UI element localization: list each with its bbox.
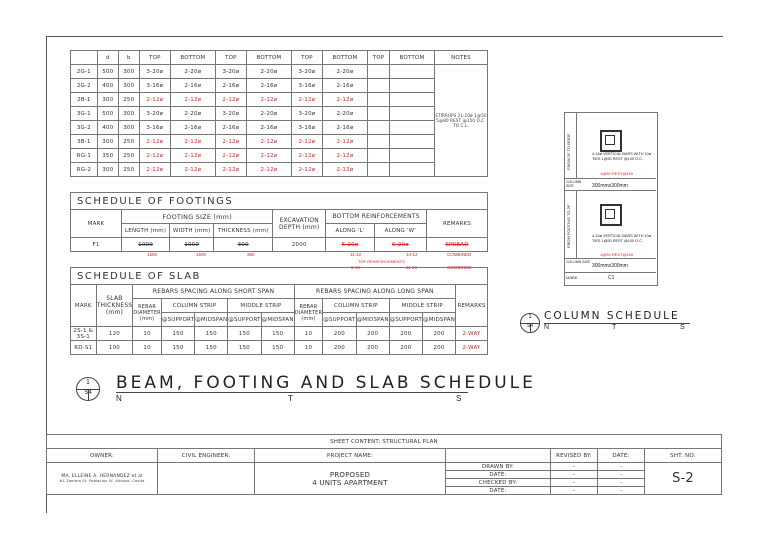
sheet-number: S-2 (645, 463, 722, 495)
rebar-dia: 10 (294, 327, 323, 341)
beam-cell: 3-16ø (291, 79, 322, 93)
rebar-dia-header-short: REBAR DIAMETER (mm) (133, 299, 162, 327)
beam-cell (368, 79, 390, 93)
row1-label: FROM 2F TO ROOF (566, 133, 571, 170)
beam-cell: 300 (97, 163, 118, 177)
table-row (71, 79, 488, 93)
dash: - (598, 487, 645, 495)
dash: - (598, 479, 645, 487)
slab-schedule-title: SCHEDULE OF SLAB (77, 270, 201, 282)
slab-remarks: 2-WAY (456, 341, 488, 355)
spacing-value: 200 (323, 327, 356, 341)
short-span-header: REBARS SPACING ALONG SHORT SPAN (133, 285, 294, 299)
column-size-2: 300mmx300mm (592, 263, 628, 269)
support-header: @SUPPORT (161, 313, 194, 327)
beam-cell (389, 149, 434, 163)
beam-cell: 250 (118, 135, 139, 149)
beam-cell: 2-12ø (246, 93, 291, 107)
beam-cell: 2-12ø (139, 163, 170, 177)
beam-cell: 300 (118, 107, 139, 121)
beam-cell (389, 65, 434, 79)
reinf-along-l: 6-20ø (326, 238, 374, 252)
footing-mark-header: MARK (71, 210, 122, 238)
beam-cell: 300 (118, 65, 139, 79)
spacing-value: 150 (161, 327, 194, 341)
project-label: PROJECT NAME: (255, 449, 446, 463)
midspan-header: @MIDSPAN (423, 313, 456, 327)
detail-number: 1 (528, 314, 532, 320)
beam-cell: 300 (97, 135, 118, 149)
beam-cell: 250 (118, 163, 139, 177)
beam-cell: 2-12ø (291, 149, 322, 163)
length-header: LENGTH (mm) (122, 224, 170, 238)
column-strip-header-long: COLUMN STRIP (323, 299, 389, 313)
divider (564, 190, 656, 191)
column-size-1: 300mmx300mm (592, 183, 628, 189)
beam-cell (368, 93, 390, 107)
beam-cell: 2-12ø (139, 135, 170, 149)
slab-remarks-header: REMARKS (456, 285, 488, 327)
title-underline (116, 392, 468, 393)
spacing-value: 150 (261, 327, 294, 341)
support-header: @SUPPORT (323, 313, 356, 327)
revised-label: REVISED BY: (551, 449, 598, 463)
date-field: DATE: (446, 487, 551, 495)
spacing-value: 150 (261, 341, 294, 355)
beam-cell: 2-12ø (246, 163, 291, 177)
spacing-value: 200 (323, 341, 356, 355)
spacing-value: 200 (389, 341, 422, 355)
spacing-value: 200 (356, 341, 389, 355)
beam-cell: 2-16ø (215, 121, 246, 135)
beam-cell (389, 163, 434, 177)
beam-cell: 3-20ø (291, 65, 322, 79)
detail-sheet: S4 (84, 390, 92, 396)
beam-cell: 2-16ø (170, 79, 215, 93)
beam-header-cell: BOTTOM (322, 51, 367, 65)
beam-cell (368, 163, 390, 177)
dash: - (551, 479, 598, 487)
spacing-value: 150 (161, 341, 194, 355)
beam-header-cell: TOP (368, 51, 390, 65)
midspan-header: @MIDSPAN (261, 313, 294, 327)
middle-strip-header-short: MIDDLE STRIP (228, 299, 294, 313)
beam-header-cell: TOP (215, 51, 246, 65)
table-row (71, 93, 488, 107)
date-field: DATE: (446, 471, 551, 479)
beam-cell: 3-20ø (139, 107, 170, 121)
top-reinf-l: 9-16 (351, 265, 361, 270)
revised-remarks: COMBINED (447, 252, 472, 257)
footing-mark: F1 (71, 238, 122, 252)
slab-thickness: 120 (96, 327, 133, 341)
along-w-header: ALONG 'W' (374, 224, 426, 238)
dash: - (598, 471, 645, 479)
nts-t: T (288, 394, 293, 403)
column-note-1: 4-16ø VERTICAL BARS WITH 10ø TIES 1@50 REST @100 O.C. (592, 152, 652, 161)
beam-cell: 2-12ø (215, 149, 246, 163)
project-line2: 4 UNITS APARTMENT (312, 478, 388, 487)
beam-cell: 2-16ø (170, 121, 215, 135)
column-section-icon (600, 130, 622, 152)
beam-cell (368, 65, 390, 79)
beam-cell: 3-20ø (215, 107, 246, 121)
support-header: @SUPPORT (389, 313, 422, 327)
beam-cell: 2-12ø (139, 149, 170, 163)
nts-n: N (544, 324, 550, 331)
beam-cell (389, 79, 434, 93)
dash: - (598, 463, 645, 471)
column-strip-header-short: COLUMN STRIP (161, 299, 227, 313)
beam-cell: 2-12ø (291, 93, 322, 107)
beam-cell: 2-12ø (170, 163, 215, 177)
beam-mark: 2G-2 (71, 79, 98, 93)
title-block (46, 434, 722, 495)
row2-label: FROM FOOTING TO 2F (566, 204, 571, 248)
support-header: @SUPPORT (228, 313, 261, 327)
beam-cell (389, 107, 434, 121)
size-label: COLUMN SIZE (566, 260, 590, 264)
revised-thickness: 350 (247, 252, 255, 257)
divider (564, 258, 656, 259)
column-red-note-1: 1@50 REST@100 (600, 171, 634, 176)
spacing-value: 200 (423, 341, 456, 355)
beam-cell: 2-20ø (322, 107, 367, 121)
beam-cell: 2-16ø (322, 79, 367, 93)
beam-cell: 2-16ø (246, 121, 291, 135)
checked-by: CHECKED BY: (446, 479, 551, 487)
table-row (71, 163, 488, 177)
rebar-dia: 10 (294, 341, 323, 355)
long-span-header: REBARS SPACING ALONG LONG SPAN (294, 285, 455, 299)
beam-cell: 2-20ø (170, 65, 215, 79)
footing-remarks: SPREAD (427, 238, 488, 252)
beam-mark: 3B-1 (71, 135, 98, 149)
beam-header-cell: NOTES (435, 51, 488, 65)
rebar-dia-header-long: REBAR DIAMETER (mm) (294, 299, 323, 327)
beam-cell (389, 135, 434, 149)
beam-cell: 2-12ø (215, 135, 246, 149)
owner-label: OWNER: (47, 449, 158, 463)
middle-strip-header-long: MIDDLE STRIP (389, 299, 455, 313)
nts-n: N (116, 394, 122, 403)
beam-cell: 2-20ø (170, 107, 215, 121)
along-l-header: ALONG 'L' (326, 224, 374, 238)
beam-cell: 2-16ø (215, 79, 246, 93)
spacing-value: 150 (228, 327, 261, 341)
midspan-header: @MIDSPAN (356, 313, 389, 327)
beam-cell: 2-12ø (322, 149, 367, 163)
revised-along-l: 11-12 (350, 252, 362, 257)
beam-cell: 400 (97, 79, 118, 93)
spacing-value: 150 (195, 327, 228, 341)
detail-marker (76, 377, 100, 401)
beam-header-cell: TOP (139, 51, 170, 65)
beam-mark: 3G-2 (71, 121, 98, 135)
beam-cell: 2-12ø (170, 135, 215, 149)
beam-cell: 2-12ø (291, 163, 322, 177)
width-header: WIDTH (mm) (170, 224, 214, 238)
nts-s: S (680, 324, 685, 331)
revised-width: 1500 (196, 252, 207, 257)
revised-along-w: 14-12 (406, 252, 418, 257)
dash: - (551, 463, 598, 471)
rebar-dia: 10 (133, 327, 162, 341)
top-reinf-note: TOP REINFORCEMENTS (358, 259, 405, 264)
beam-cell: 250 (118, 149, 139, 163)
footing-size-header: FOOTING SIZE (mm) (122, 210, 273, 224)
table-row (71, 107, 488, 121)
beam-cell: 500 (97, 65, 118, 79)
excavation-header: EXCAVATION DEPTH (mm) (273, 210, 326, 238)
table-row (71, 135, 488, 149)
beam-header-cell: d (97, 51, 118, 65)
beam-cell: 350 (97, 149, 118, 163)
beam-cell: 2-12ø (322, 163, 367, 177)
beam-cell: 300 (118, 79, 139, 93)
slab-mark-header: MARK (71, 285, 97, 327)
beam-cell: 400 (97, 121, 118, 135)
beam-cell: 2-16ø (322, 121, 367, 135)
top-reinf-w: 11-16 (406, 265, 418, 270)
beam-cell: 3-16ø (139, 121, 170, 135)
owner-address: #1 Zamora St. Poblacion IV, Alfonso, Cavite (59, 478, 145, 483)
title-underline (544, 323, 690, 324)
table-row (71, 121, 488, 135)
beam-header-cell: TOP (291, 51, 322, 65)
beam-cell: 3-20ø (215, 65, 246, 79)
beam-mark: RG-1 (71, 149, 98, 163)
beam-cell (368, 149, 390, 163)
page-title: BEAM, FOOTING AND SLAB SCHEDULE (116, 373, 536, 393)
spacing-value: 150 (228, 341, 261, 355)
spacing-value: 200 (389, 327, 422, 341)
beam-cell: 2-20ø (246, 107, 291, 121)
beam-cell: 2-12ø (215, 93, 246, 107)
beam-cell: 2-12ø (322, 135, 367, 149)
beam-cell (368, 121, 390, 135)
reinf-along-w: 6-20ø (374, 238, 426, 252)
beam-cell: 2-12ø (246, 135, 291, 149)
beam-cell (368, 135, 390, 149)
beam-cell: 300 (118, 121, 139, 135)
beam-header-cell: BOTTOM (170, 51, 215, 65)
beam-cell: 2-16ø (246, 79, 291, 93)
engineer-label: CIVIL ENGINEER: (158, 449, 255, 463)
column-section-icon (600, 204, 622, 226)
revised-length: 1500 (147, 252, 158, 257)
beam-cell (389, 93, 434, 107)
beam-header-cell (71, 51, 98, 65)
table-row (71, 149, 488, 163)
divider (564, 178, 656, 179)
stirrup-note: STIRRUPS 2L-10ø 1@50 5@80 REST @150 O.C. TO C.L. (435, 65, 488, 177)
dash: - (551, 471, 598, 479)
slab-remarks: 2-WAY (456, 327, 488, 341)
beam-header-cell: BOTTOM (246, 51, 291, 65)
column-note-2: 4-16ø VERTICAL BARS WITH 10ø TIES 1@50 REST @100 O.C. (592, 234, 652, 243)
slab-schedule-table (70, 267, 488, 355)
beam-cell: 2-12ø (246, 149, 291, 163)
sheet-content: SHEET CONTENT: STRUCTURAL PLAN (47, 435, 722, 449)
beam-cell: 3-16ø (291, 121, 322, 135)
date-label: DATE: (598, 449, 645, 463)
dash: - (551, 487, 598, 495)
beam-cell (389, 121, 434, 135)
beam-cell: 2-12ø (139, 93, 170, 107)
beam-cell: 2-12ø (291, 135, 322, 149)
footing-schedule-title: SCHEDULE OF FOOTINGS (77, 195, 234, 207)
bottom-reinf-header: BOTTOM REINFORCEMENTS (326, 210, 427, 224)
footing-schedule-table (70, 192, 488, 252)
beam-cell: 500 (97, 107, 118, 121)
top-reinf-remarks: COMBINED (447, 265, 472, 270)
beam-cell: 3-20ø (139, 65, 170, 79)
beam-cell: 2-12ø (322, 93, 367, 107)
slab-thickness-header: SLAB THICKNESS (mm) (96, 285, 133, 327)
beam-cell: 2-12ø (215, 163, 246, 177)
excavation-depth: 2000 (273, 238, 326, 252)
beam-mark: 2B-1 (71, 93, 98, 107)
spacing-value: 200 (356, 327, 389, 341)
detail-number: 1 (86, 379, 90, 386)
nts-s: S (456, 394, 462, 403)
footing-width: 1000 (170, 238, 214, 252)
sheet-no-label: SHT. NO: (645, 449, 722, 463)
beam-cell: 2-12ø (170, 93, 215, 107)
beam-mark: 3G-1 (71, 107, 98, 121)
beam-header-cell: BOTTOM (389, 51, 434, 65)
beam-schedule-table (70, 50, 488, 177)
beam-mark: 2G-1 (71, 65, 98, 79)
detail-marker (520, 313, 540, 333)
beam-cell: 2-20ø (322, 65, 367, 79)
spacing-value: 150 (195, 341, 228, 355)
drawn-by: DRAWN BY: (446, 463, 551, 471)
owner-name: MA. ELLEINE A. HERNANDEZ et al (61, 473, 143, 479)
spacing-value: 200 (423, 327, 456, 341)
column-mark: C1 (608, 275, 615, 281)
beam-header-cell: b (118, 51, 139, 65)
beam-cell: 250 (118, 93, 139, 107)
table-row (71, 65, 488, 79)
size-label: COLUMN SIZE (566, 180, 582, 188)
divider (564, 272, 656, 273)
beam-mark: RG-2 (71, 163, 98, 177)
column-red-note-2: 1@50 REST@100 (600, 252, 634, 257)
nts-t: T (612, 324, 617, 331)
footing-remarks-header: REMARKS (427, 210, 488, 238)
midspan-header: @MIDSPAN (195, 313, 228, 327)
slab-mark: RD-S1 (71, 341, 97, 355)
table-row (71, 341, 488, 355)
thickness-header: THICKNESS (mm) (214, 224, 273, 238)
project-line1: PROPOSED (329, 470, 371, 479)
detail-sheet: S4 (526, 323, 534, 329)
mark-label: MARK (566, 275, 578, 280)
column-schedule-title: COLUMN SCHEDULE (544, 310, 680, 322)
footing-length: 1000 (122, 238, 170, 252)
table-row (71, 327, 488, 341)
beam-cell: 2-20ø (246, 65, 291, 79)
beam-cell: 2-12ø (170, 149, 215, 163)
beam-cell: 300 (97, 93, 118, 107)
beam-cell: 3-20ø (291, 107, 322, 121)
beam-cell (368, 107, 390, 121)
slab-thickness: 100 (96, 341, 133, 355)
rebar-dia: 10 (133, 341, 162, 355)
footing-thickness: 300 (214, 238, 273, 252)
slab-mark: 2S-1 & 3S-1 (71, 327, 97, 341)
beam-cell: 3-16ø (139, 79, 170, 93)
